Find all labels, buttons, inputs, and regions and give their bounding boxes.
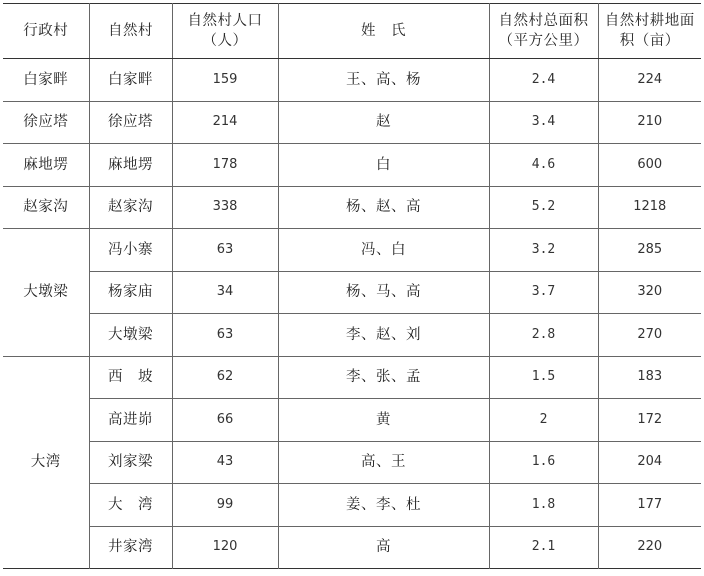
header-population: 自然村人口（人）: [172, 4, 278, 59]
cell-surnames: 李、张、孟: [278, 356, 489, 399]
cell-farmland: 600: [598, 144, 701, 187]
cell-natural-village: 冯小寨: [89, 229, 172, 272]
cell-farmland: 210: [598, 101, 701, 144]
cell-total-area: 2.4: [489, 59, 598, 102]
cell-natural-village: 刘家梁: [89, 441, 172, 484]
cell-population: 62: [172, 356, 278, 399]
table-row: [3, 441, 701, 484]
cell-farmland: 1218: [598, 186, 701, 229]
cell-total-area: 3.4: [489, 101, 598, 144]
village-table-container: [3, 3, 701, 569]
cell-surnames: 高、王: [278, 441, 489, 484]
table-row: [3, 229, 701, 272]
cell-total-area: 2.1: [489, 526, 598, 569]
village-table: [3, 3, 701, 569]
cell-surnames: 姜、李、杜: [278, 484, 489, 527]
table-row: [3, 399, 701, 442]
cell-population: 214: [172, 101, 278, 144]
cell-population: 66: [172, 399, 278, 442]
header-row: [3, 4, 701, 59]
table-row: [3, 186, 701, 229]
cell-surnames: 高: [278, 526, 489, 569]
cell-surnames: 白: [278, 144, 489, 187]
cell-population: 159: [172, 59, 278, 102]
cell-admin-village: 白家畔: [3, 59, 89, 102]
cell-population: 178: [172, 144, 278, 187]
cell-natural-village: 白家畔: [89, 59, 172, 102]
table-row: [3, 484, 701, 527]
cell-natural-village: 大 湾: [89, 484, 172, 527]
cell-farmland: 172: [598, 399, 701, 442]
table-row: [3, 526, 701, 569]
table-row: [3, 144, 701, 187]
cell-natural-village: 西 坡: [89, 356, 172, 399]
cell-admin-village: 大墩梁: [3, 229, 89, 357]
table-body: [3, 59, 701, 569]
cell-natural-village: 麻地塄: [89, 144, 172, 187]
cell-total-area: 3.7: [489, 271, 598, 314]
cell-farmland: 177: [598, 484, 701, 527]
header-admin-village: 行政村: [3, 4, 89, 59]
table-row: [3, 314, 701, 357]
table-row: [3, 59, 701, 102]
cell-farmland: 183: [598, 356, 701, 399]
cell-admin-village: 大湾: [3, 356, 89, 569]
cell-admin-village: 赵家沟: [3, 186, 89, 229]
cell-farmland: 270: [598, 314, 701, 357]
cell-natural-village: 杨家庙: [89, 271, 172, 314]
cell-surnames: 杨、赵、高: [278, 186, 489, 229]
cell-natural-village: 高进峁: [89, 399, 172, 442]
cell-farmland: 220: [598, 526, 701, 569]
cell-total-area: 1.5: [489, 356, 598, 399]
cell-population: 120: [172, 526, 278, 569]
cell-surnames: 冯、白: [278, 229, 489, 272]
cell-admin-village: 麻地塄: [3, 144, 89, 187]
cell-total-area: 1.8: [489, 484, 598, 527]
header-natural-village: 自然村: [89, 4, 172, 59]
cell-total-area: 2: [489, 399, 598, 442]
cell-natural-village: 徐应塔: [89, 101, 172, 144]
cell-admin-village: 徐应塔: [3, 101, 89, 144]
cell-total-area: 4.6: [489, 144, 598, 187]
cell-farmland: 204: [598, 441, 701, 484]
cell-farmland: 285: [598, 229, 701, 272]
cell-total-area: 3.2: [489, 229, 598, 272]
cell-farmland: 224: [598, 59, 701, 102]
table-row: [3, 271, 701, 314]
cell-surnames: 赵: [278, 101, 489, 144]
cell-total-area: 5.2: [489, 186, 598, 229]
cell-total-area: 1.6: [489, 441, 598, 484]
table-row: [3, 356, 701, 399]
cell-surnames: 杨、马、高: [278, 271, 489, 314]
header-total-area: 自然村总面积（平方公里）: [489, 4, 598, 59]
cell-natural-village: 井家湾: [89, 526, 172, 569]
cell-population: 34: [172, 271, 278, 314]
cell-surnames: 李、赵、刘: [278, 314, 489, 357]
table-row: [3, 101, 701, 144]
cell-population: 99: [172, 484, 278, 527]
cell-population: 338: [172, 186, 278, 229]
header-surnames: 姓 氏: [278, 4, 489, 59]
cell-farmland: 320: [598, 271, 701, 314]
cell-total-area: 2.8: [489, 314, 598, 357]
cell-population: 63: [172, 229, 278, 272]
header-farmland: 自然村耕地面积（亩）: [598, 4, 701, 59]
cell-natural-village: 赵家沟: [89, 186, 172, 229]
cell-surnames: 黄: [278, 399, 489, 442]
cell-surnames: 王、高、杨: [278, 59, 489, 102]
cell-population: 63: [172, 314, 278, 357]
cell-natural-village: 大墩梁: [89, 314, 172, 357]
cell-population: 43: [172, 441, 278, 484]
